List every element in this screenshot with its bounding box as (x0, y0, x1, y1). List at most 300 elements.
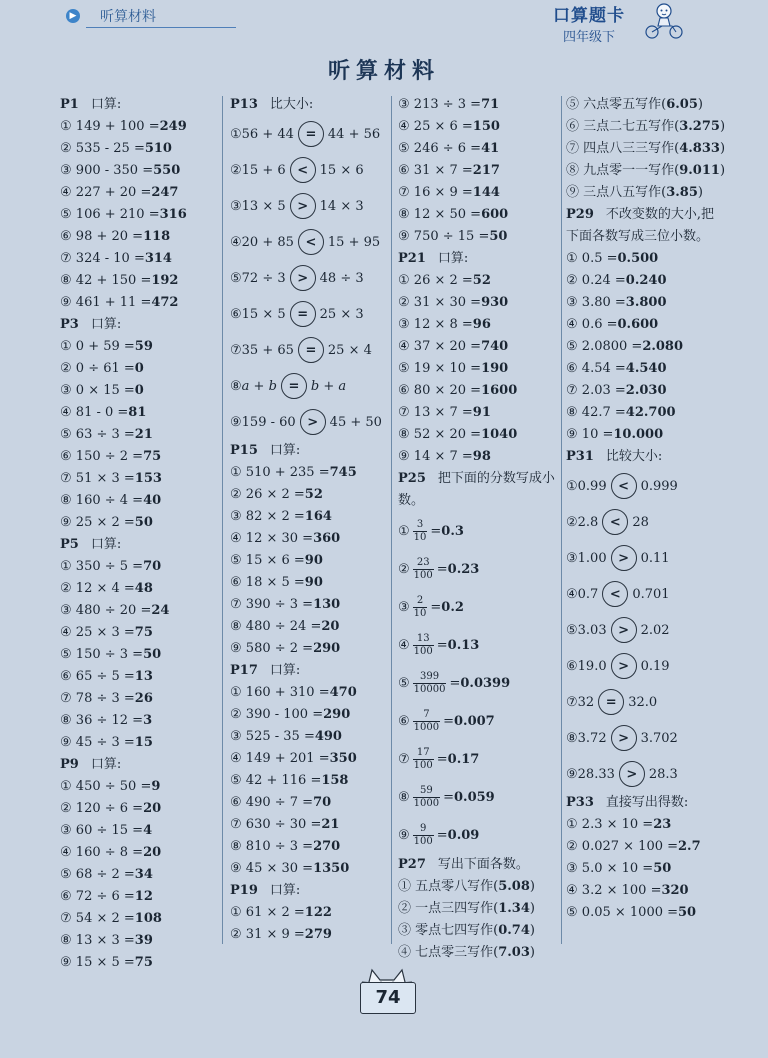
item-number: ⑥ (398, 383, 410, 398)
item-number: ④ (566, 586, 578, 602)
exercise-line (398, 160, 558, 182)
comparison-right: 32.0 (628, 694, 658, 710)
question-text: 2.3 × 10 = (581, 817, 654, 832)
answer-text: 158 (321, 773, 349, 788)
comparison-sign-circle: > (290, 193, 316, 219)
exercise-line (60, 490, 220, 512)
question-text: 25 × 2 = (75, 515, 135, 530)
exercise-line (60, 512, 220, 534)
answer-text: 270 (313, 839, 341, 854)
answer-text: 153 (134, 471, 162, 486)
fraction (413, 747, 434, 772)
column-4 (566, 94, 726, 924)
answer-text: 247 (151, 185, 179, 200)
exercise-line (566, 160, 726, 182)
item-number: ⑦ (398, 751, 410, 767)
exercise-line (60, 732, 220, 754)
item-number: ⑦ (230, 597, 242, 612)
exercise-line (60, 842, 220, 864)
exercise-line (230, 902, 388, 924)
item-number: ④ (60, 405, 72, 420)
answer-text: 930 (481, 295, 509, 310)
question-text: 三点八五写作( (583, 185, 667, 200)
question-text: 461 + 11 = (75, 295, 152, 310)
question-text: 160 ÷ 8 = (75, 845, 144, 860)
comparison-right: 2.02 (640, 622, 670, 638)
exercise-line (60, 116, 220, 138)
answer-text: 1.34 (498, 901, 530, 916)
comparison-line (230, 116, 388, 152)
item-number: ⑥ (60, 669, 72, 684)
fraction-numerator: 59 (420, 784, 433, 796)
column-1 (60, 94, 220, 974)
section-label: P13 (230, 97, 258, 112)
item-number: ① (398, 273, 410, 288)
exercise-line (230, 726, 388, 748)
item-number: ⑦ (566, 141, 580, 156)
section-heading (230, 94, 388, 116)
exercise-line (398, 380, 558, 402)
fraction-line: ① $\frac{3}{10}$ = 0.3 (398, 518, 464, 543)
fraction-numerator: 2 (416, 594, 424, 606)
item-number: ⑤ (398, 141, 410, 156)
fraction-numerator: 7 (423, 708, 430, 720)
item-number: ⑦ (60, 251, 72, 266)
fraction-denominator: 100 (413, 759, 433, 771)
exercise-line (566, 402, 726, 424)
exercise-line (60, 864, 220, 886)
section-instruction: 口算: (90, 97, 122, 112)
answer-text: 90 (304, 553, 323, 568)
comparison-sign-circle: < (298, 229, 324, 255)
question-text: 63 ÷ 3 = (75, 427, 135, 442)
question-text: 45 ÷ 3 = (75, 735, 135, 750)
exercise-line (566, 314, 726, 336)
close-paren: ) (719, 141, 726, 156)
question-text: 三点二七五写作( (583, 119, 680, 134)
exercise-line (230, 550, 388, 572)
close-paren: ) (529, 923, 535, 938)
fraction-numerator: 13 (416, 632, 430, 644)
item-number: ⑧ (398, 789, 410, 805)
item-number: ① (230, 905, 242, 920)
answer-text: 24 (151, 603, 170, 618)
answer-text: 0 (134, 383, 144, 398)
answer-text: 0.240 (625, 273, 667, 288)
comparison-right: 44 + 56 (327, 126, 381, 142)
question-text: 0.6 = (581, 317, 618, 332)
section-instruction: 直接写出得数: (605, 795, 689, 810)
answer-text: 59 (134, 339, 153, 354)
question-text: 490 ÷ 7 = (245, 795, 314, 810)
item-number: ③ (566, 861, 578, 876)
comparison-sign-circle: = (598, 689, 624, 715)
exercise-line (230, 682, 388, 704)
comparison-right: 45 + 50 (329, 414, 382, 430)
item-number: ⑤ (566, 622, 578, 638)
answer-text: 39 (134, 933, 153, 948)
close-paren: ) (529, 945, 535, 960)
comparison-right: 28 (632, 514, 649, 530)
answer-text: 279 (304, 927, 332, 942)
item-number: ⑤ (398, 675, 410, 691)
fraction-line: ③ $\frac{2}{10}$ = 0.2 (398, 594, 464, 619)
answer-text: 13 (134, 669, 153, 684)
answer-text: 150 (472, 119, 500, 134)
item-number: ⑨ (398, 229, 410, 244)
comparison-sign-circle: < (290, 157, 316, 183)
answer-text: 7.03 (498, 945, 530, 960)
item-number: ② (60, 581, 72, 596)
comparison-left: 35 + 65 (241, 342, 294, 358)
item-number: ② (230, 707, 242, 722)
answer-text: 122 (304, 905, 332, 920)
exercise-line (398, 182, 558, 204)
close-paren: ) (697, 185, 703, 200)
answer-text: 75 (134, 625, 153, 640)
answer-text: 70 (143, 559, 162, 574)
question-text: 0.5 = (581, 251, 618, 266)
close-paren: ) (697, 97, 703, 112)
section-label: P19 (230, 883, 258, 898)
section-heading (566, 204, 726, 248)
item-number: ⑦ (230, 342, 242, 358)
answer-text: 0.23 (447, 561, 480, 577)
question-text: 480 ÷ 24 = (245, 619, 322, 634)
comparison-right: 28.3 (648, 766, 678, 782)
item-number: ⑧ (566, 163, 580, 178)
item-number: ⑤ (60, 207, 72, 222)
item-number: ⑤ (60, 647, 72, 662)
section-label: P9 (60, 757, 79, 772)
item-number: ② (566, 273, 578, 288)
item-number: ⑥ (566, 658, 578, 674)
exercise-line (60, 644, 220, 666)
question-text: 160 + 310 = (245, 685, 330, 700)
answer-text: 10.000 (613, 427, 664, 442)
comparison-right: 0.19 (640, 658, 670, 674)
section-label: P21 (398, 251, 426, 266)
item-number: ② (230, 487, 242, 502)
answer-text: 0.09 (447, 827, 480, 843)
item-number: ⑨ (60, 735, 72, 750)
exercise-line (230, 572, 388, 594)
exercise-line (60, 182, 220, 204)
item-number: ② (60, 361, 72, 376)
answer-text: 0.3 (441, 523, 464, 539)
exercise-line (60, 666, 220, 688)
question-text: 12 × 8 = (413, 317, 473, 332)
comparison-left: 3.03 (577, 622, 607, 638)
comparison-left: 0.99 (577, 478, 607, 494)
exercise-line (60, 820, 220, 842)
answer-text: 90 (304, 575, 323, 590)
question-text: 51 × 3 = (75, 471, 135, 486)
fraction-numerator: 3 (416, 518, 424, 530)
answer-text: 20 (143, 801, 162, 816)
answer-text: 360 (313, 531, 341, 546)
comparison-line (566, 684, 726, 720)
answer-text: 41 (481, 141, 500, 156)
item-number: ⑤ (398, 361, 410, 376)
comparison-left: 3.72 (577, 730, 607, 746)
exercise-line (398, 270, 558, 292)
item-number: ② (60, 141, 72, 156)
question-text: 31 × 9 = (245, 927, 305, 942)
section-instruction: 口算: (269, 663, 301, 678)
answer-text: 0.600 (617, 317, 659, 332)
question-text: 580 ÷ 2 = (245, 641, 314, 656)
exercise-line (566, 902, 726, 924)
question-text: 2.0800 = (581, 339, 643, 354)
exercise-line (230, 704, 388, 726)
exercise-line (60, 248, 220, 270)
answer-text: 350 (329, 751, 357, 766)
question-text: 82 × 2 = (245, 509, 305, 524)
column-2 (230, 94, 388, 946)
exercise-line (566, 138, 726, 160)
answer-text: 190 (481, 361, 509, 376)
exercise-line (566, 836, 726, 858)
item-number: ⑦ (60, 471, 72, 486)
comparison-line (230, 332, 388, 368)
section-heading (60, 534, 220, 556)
section-heading (230, 880, 388, 902)
item-number: ③ (230, 729, 242, 744)
item-number: ⑥ (398, 163, 410, 178)
question-text: 42.7 = (581, 405, 626, 420)
comparison-right: 0.701 (632, 586, 670, 602)
question-text: 七点零三写作( (415, 945, 499, 960)
exercise-line (60, 468, 220, 490)
answer-text: 249 (159, 119, 187, 134)
item-number: ① (398, 523, 410, 539)
item-number: ③ (566, 295, 578, 310)
close-paren: ) (529, 879, 535, 894)
exercise-line (566, 358, 726, 380)
exercise-line (566, 336, 726, 358)
item-number: ⑥ (60, 229, 72, 244)
exercise-line (60, 710, 220, 732)
question-text: 0.24 = (581, 273, 626, 288)
item-number: ② (566, 514, 578, 530)
comparison-left: 72 ÷ 3 (241, 270, 286, 286)
answer-text: 98 (472, 449, 491, 464)
comparison-sign-circle: < (602, 581, 628, 607)
exercise-line (566, 116, 726, 138)
exercise-line (566, 880, 726, 902)
comparison-line (566, 540, 726, 576)
exercise-line (60, 886, 220, 908)
fraction-denominator: 10 (413, 531, 427, 543)
item-number: ③ (398, 317, 410, 332)
item-number: ③ (60, 383, 72, 398)
fraction-line: ⑧ $\frac{59}{1000}$ = 0.059 (398, 784, 495, 809)
question-text: 0.05 × 1000 = (581, 905, 679, 920)
answer-text: 4.833 (679, 141, 720, 156)
brand-title: 口算题卡 (553, 6, 625, 26)
item-number: ⑥ (566, 119, 580, 134)
item-number: ⑨ (230, 861, 242, 876)
item-number: ① (60, 119, 72, 134)
answer-text: 75 (134, 955, 153, 970)
question-text: 12 × 50 = (413, 207, 482, 222)
comparison-sign-circle: = (298, 121, 324, 147)
fraction-denominator: 10 (413, 607, 427, 619)
question-text: 525 - 35 = (245, 729, 315, 744)
comparison-left: 15 × 5 (241, 306, 286, 322)
item-number: ③ (230, 198, 242, 214)
section-label: P33 (566, 795, 594, 810)
item-number: ② (60, 801, 72, 816)
exercise-line (230, 814, 388, 836)
answer-text: 52 (472, 273, 491, 288)
question-text: 750 ÷ 15 = (413, 229, 490, 244)
fraction (413, 785, 440, 810)
item-number: ⑦ (398, 185, 410, 200)
item-number: ⑥ (566, 361, 578, 376)
fraction-numerator: 399 (420, 670, 440, 682)
question-text: 535 - 25 = (75, 141, 145, 156)
question-text: 26 × 2 = (413, 273, 473, 288)
page-number-badge (354, 966, 420, 1018)
comparison-line (566, 576, 726, 612)
section-label: 听算材料 (100, 9, 156, 25)
answer-text: 320 (661, 883, 689, 898)
answer-text: 21 (134, 427, 153, 442)
answer-text: 5.08 (498, 879, 530, 894)
item-number: ① (566, 817, 578, 832)
exercise-line (566, 858, 726, 880)
exercise-line (60, 688, 220, 710)
mascot-bicycle-icon (640, 2, 686, 40)
question-text: 37 × 20 = (413, 339, 482, 354)
comparison-line (566, 468, 726, 504)
fraction-line: ④ $\frac{13}{100}$ = 0.13 (398, 632, 480, 657)
fraction-denominator: 10000 (413, 683, 446, 695)
item-number: ⑧ (230, 839, 242, 854)
comparison-sign-circle: > (611, 725, 637, 751)
exercise-line (60, 908, 220, 930)
exercise-line (230, 792, 388, 814)
answer-text: 2.7 (678, 839, 701, 854)
item-number: ⑤ (566, 905, 578, 920)
answer-text: 34 (134, 867, 153, 882)
answer-text: 290 (313, 641, 341, 656)
answer-text: 0 (134, 361, 144, 376)
question-text: 78 ÷ 3 = (75, 691, 135, 706)
answer-text: 52 (304, 487, 323, 502)
question-text: 65 ÷ 5 = (75, 669, 135, 684)
item-number: ③ (398, 599, 410, 615)
question-text: 15 × 6 = (245, 553, 305, 568)
comparison-left: 19.0 (577, 658, 607, 674)
exercise-line (60, 380, 220, 402)
comparison-right: 25 × 4 (327, 342, 372, 358)
item-number: ⑨ (60, 295, 72, 310)
comparison-sign-circle: > (611, 653, 637, 679)
exercise-line (398, 358, 558, 380)
answer-text: 118 (143, 229, 171, 244)
fraction (413, 519, 428, 544)
answer-text: 490 (314, 729, 342, 744)
item-number: ⑤ (566, 97, 580, 112)
answer-text: 3 (143, 713, 153, 728)
section-instruction: 口算: (269, 443, 301, 458)
exercise-line (230, 528, 388, 550)
question-text: 324 - 10 = (75, 251, 145, 266)
answer-text: 290 (323, 707, 351, 722)
question-text: 5.0 × 10 = (581, 861, 654, 876)
question-text: 149 + 100 = (75, 119, 160, 134)
exercise-line (60, 270, 220, 292)
answer-text: 314 (144, 251, 172, 266)
item-number: ⑥ (60, 889, 72, 904)
item-number: ⑨ (566, 427, 578, 442)
section-instruction: 口算: (90, 757, 122, 772)
exercise-line (230, 858, 388, 880)
page-title: 听算材料 (327, 58, 440, 84)
exercise-line (60, 292, 220, 314)
question-text: 81 - 0 = (75, 405, 129, 420)
play-icon: ▶ (66, 9, 80, 23)
exercise-line (398, 226, 558, 248)
comparison-right: 0.11 (640, 550, 670, 566)
exercise-line (230, 462, 388, 484)
question-text: 25 × 3 = (75, 625, 135, 640)
section-instruction: 口算: (90, 537, 122, 552)
comparison-left: 20 + 85 (241, 234, 294, 250)
item-number: ⑦ (566, 383, 578, 398)
exercise-line (566, 182, 726, 204)
question-text: 61 × 2 = (245, 905, 305, 920)
exercise-line (230, 506, 388, 528)
top-header (0, 0, 768, 45)
section-heading (60, 314, 220, 336)
exercise-line (566, 424, 726, 446)
section-heading (230, 660, 388, 682)
comparison-line (230, 368, 388, 404)
exercise-line (60, 336, 220, 358)
fraction-denominator: 100 (413, 835, 433, 847)
comparison-left: 32 (577, 694, 595, 710)
fraction-numerator: 23 (416, 556, 430, 568)
fraction-denominator: 100 (413, 569, 433, 581)
item-number: ⑧ (566, 730, 578, 746)
item-number: ④ (398, 119, 410, 134)
question-text: 900 - 350 = (75, 163, 154, 178)
question-text: 149 + 201 = (245, 751, 330, 766)
question-text: 六点零五写作( (583, 97, 667, 112)
brand-subtitle: 四年级下 (562, 30, 615, 45)
fraction (413, 595, 428, 620)
comparison-line (230, 224, 388, 260)
exercise-line (230, 594, 388, 616)
comparison-right: 25 × 3 (319, 306, 364, 322)
item-number: ④ (60, 185, 72, 200)
question-text: 630 ÷ 30 = (245, 817, 322, 832)
question-text: 227 + 20 = (75, 185, 152, 200)
question-text: 10 = (581, 427, 614, 442)
item-number: ⑧ (230, 378, 242, 394)
answer-text: 0.17 (447, 751, 480, 767)
item-number: ⑨ (566, 185, 580, 200)
fraction-numerator: 9 (420, 822, 427, 834)
exercise-line (60, 424, 220, 446)
item-number: ② (398, 561, 410, 577)
answer-text: 164 (304, 509, 332, 524)
exercise-line (60, 358, 220, 380)
